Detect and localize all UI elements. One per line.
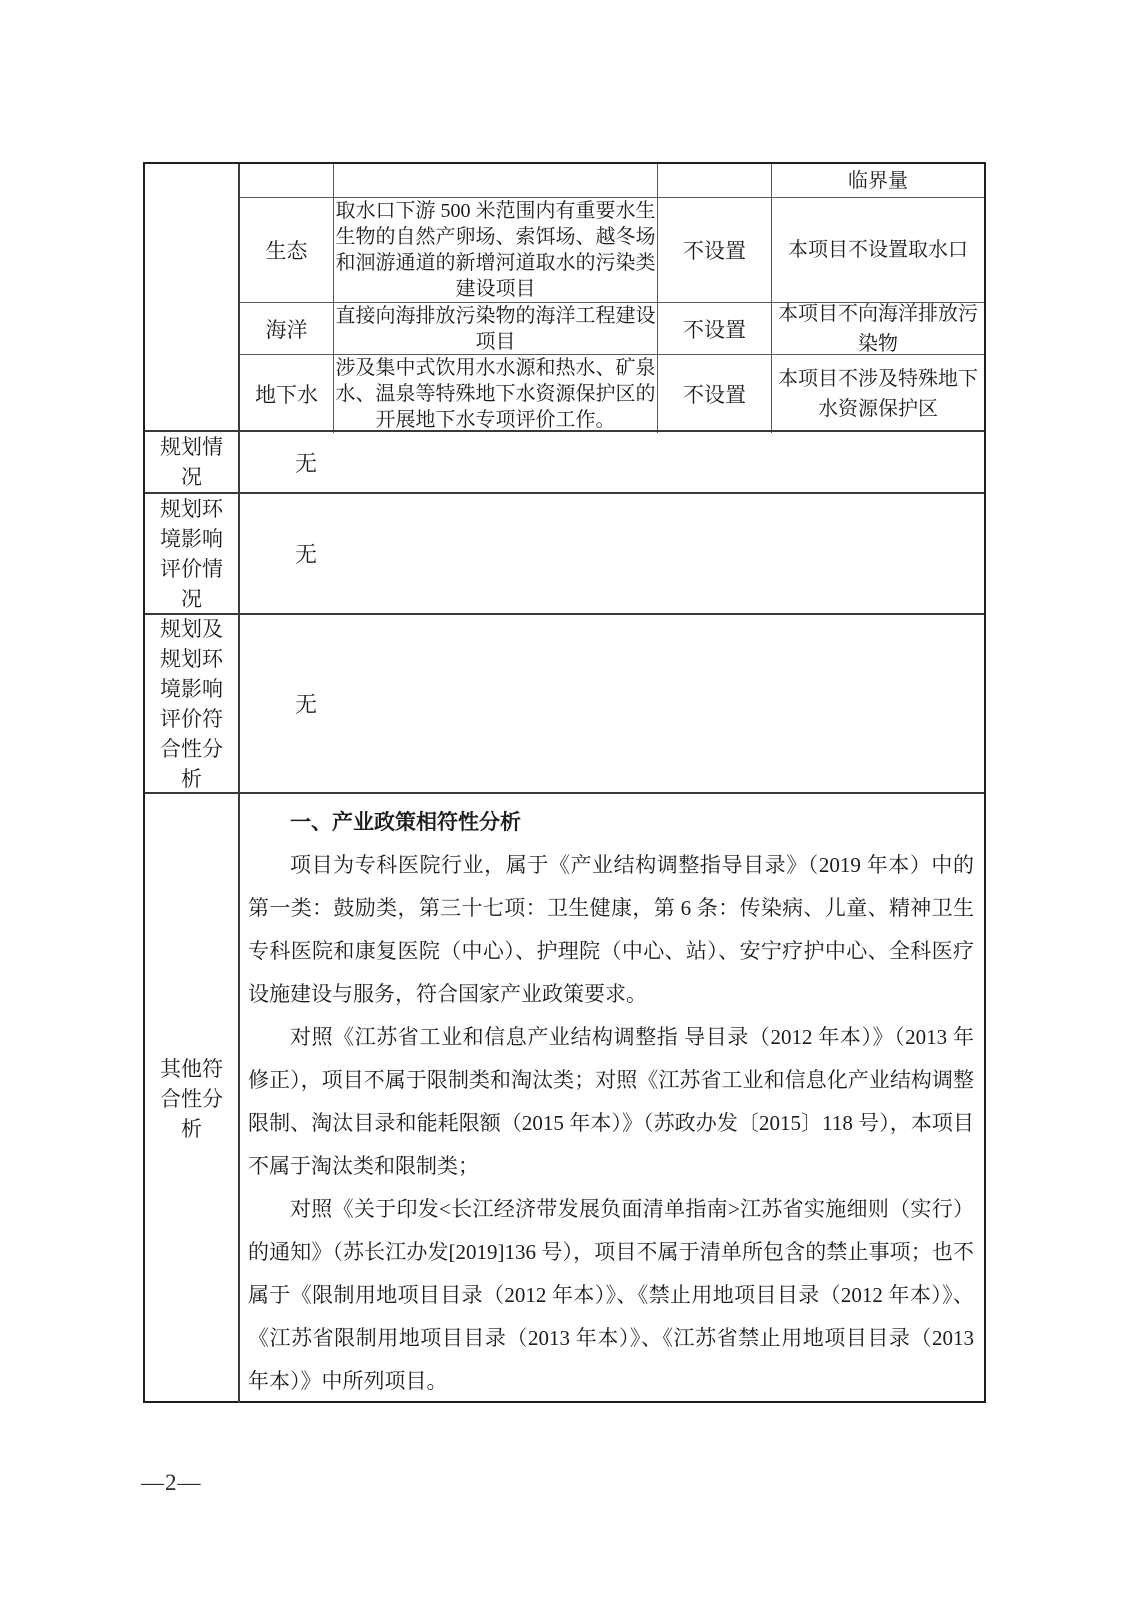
conclusion-cell: 本项目不涉及特殊地下水资源保护区 — [778, 368, 978, 420]
critical-quantity-header: 临界量 — [848, 169, 908, 192]
analysis-paragraph: 对照《关于印发<长江经济带发展负面清单指南>江苏省实施细则（实行）的通知》（苏长江办发[2019]136 号），项目不属于清单所包含的禁止事项；也不属于《限制用地项目目录（2012 年本）》、《禁止用地项目目录（2012 年本）》、《江苏省限制用地项目目录（2013 年本）》、《江苏省禁止用地项目目录（2013 年本）》中所列项目。 — [248, 1197, 974, 1393]
row-label-cell — [145, 432, 240, 492]
row-content: 无 — [295, 692, 318, 717]
criteria-cell: 涉及集中式饮用水水源和热水、矿泉水、温泉等特殊地下水资源保护区的开展地下水专项评价工作。 — [334, 355, 658, 433]
page-number: —2— — [141, 1470, 202, 1495]
row-label: 其他符合性分析 — [160, 1056, 223, 1141]
special-protection-section — [145, 164, 984, 430]
table-row-planning-status — [145, 430, 984, 492]
analysis-paragraph: 对照《江苏省工业和信息产业结构调整指 导目录（2012 年本）》（2013 年修正），项目不属于限制类和淘汰类；对照《江苏省工业和信息化产业结构调整限制、淘汰目录和能耗限额（2015 年本）》（苏政办发〔2015〕118 号），本项目不属于淘汰类和限制类； — [248, 1025, 974, 1178]
category-cell: 地下水 — [240, 355, 334, 433]
section-label-cell-empty — [145, 164, 240, 430]
analysis-content-cell — [240, 794, 984, 1403]
table-row-ecology — [240, 197, 984, 302]
table-row-groundwater — [240, 354, 984, 433]
row-content-cell — [240, 615, 984, 792]
conclusion-cell: 本项目不设置取水口 — [788, 239, 968, 261]
setting-cell: 不设置 — [658, 198, 772, 302]
header-cell-empty-setting — [658, 164, 772, 197]
row-content-cell — [240, 494, 984, 613]
compliance-table — [143, 162, 986, 1403]
row-content-cell — [240, 432, 984, 492]
criteria-cell: 直接向海排放污染物的海洋工程建设项目 — [334, 303, 658, 354]
criteria-cell: 取水口下游 500 米范围内有重要水生生物的自然产卵场、索饵场、越冬场和洄游通道的新增河道取水的污染类建设项目 — [334, 198, 658, 302]
table-row-other-conformity-analysis — [145, 792, 984, 1403]
table-row-planning-eia-status — [145, 492, 984, 613]
conclusion-cell: 本项目不向海洋排放污染物 — [778, 303, 978, 354]
row-label: 规划情况 — [160, 435, 223, 489]
setting-cell: 不设置 — [658, 303, 772, 354]
row-label-cell — [145, 794, 240, 1403]
analysis-paragraph: 项目为专科医院行业，属于《产业结构调整指导目录》（2019 年本）中的第一类：鼓励类，第三十七项：卫生健康，第 6 条：传染病、儿童、精神卫生专科医院和康复医院（中心）、护理院（中心、站）、安宁疗护中心、全科医疗设施建设与服务，符合国家产业政策要求。 — [248, 853, 974, 1006]
row-label: 规划及规划环境影响评价符合性分析 — [160, 616, 223, 791]
header-cell-empty-criteria — [334, 164, 658, 197]
row-label-cell — [145, 494, 240, 613]
header-cell-empty-category — [240, 164, 334, 197]
category-cell: 海洋 — [240, 303, 334, 354]
row-content: 无 — [295, 542, 318, 567]
subtable-header-row — [240, 164, 984, 197]
table-row-planning-conformity-analysis — [145, 613, 984, 792]
protection-subtable — [240, 164, 984, 430]
table-row-ocean — [240, 302, 984, 354]
category-cell: 生态 — [240, 198, 334, 302]
analysis-heading: 一、产业政策相符性分析 — [290, 810, 521, 834]
setting-cell: 不设置 — [658, 355, 772, 433]
row-content: 无 — [295, 450, 318, 476]
row-label-cell — [145, 615, 240, 792]
row-label: 规划环境影响评价情况 — [160, 496, 223, 611]
